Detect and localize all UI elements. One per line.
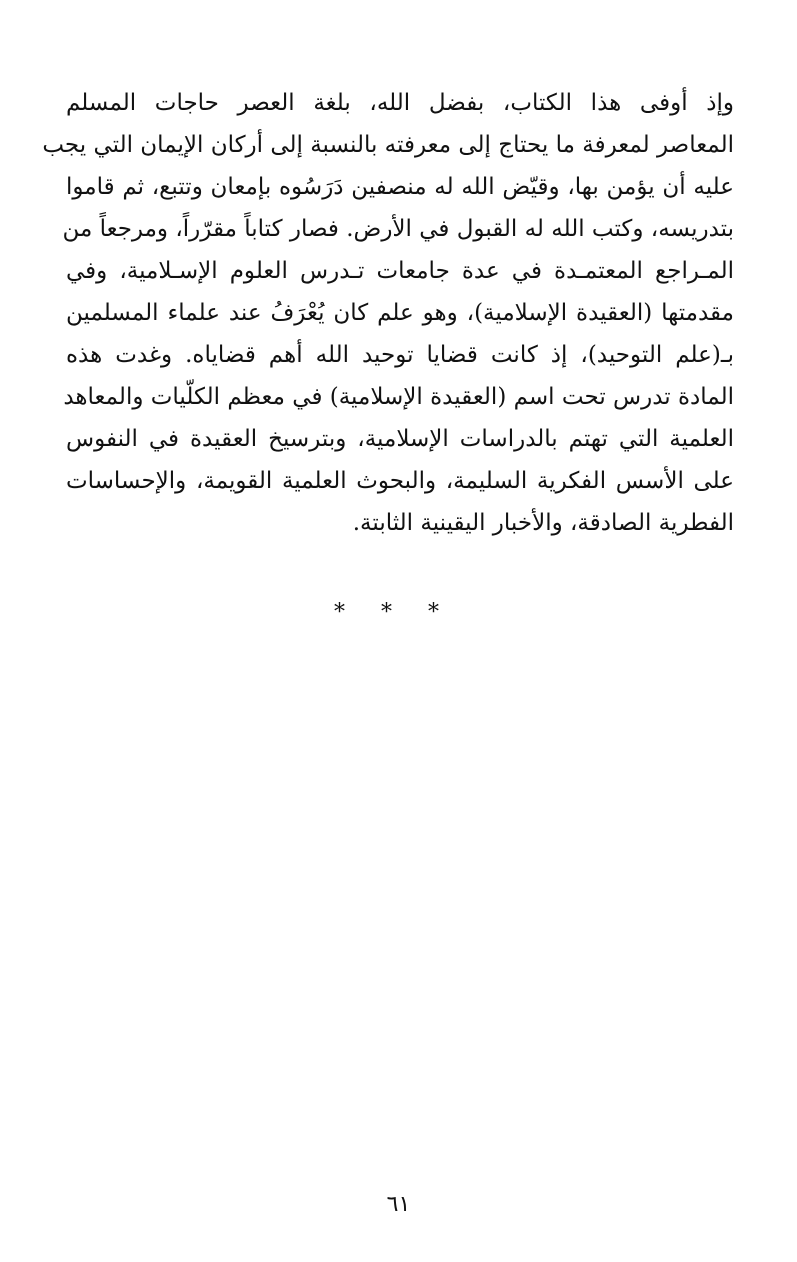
paragraph bbox=[42, 82, 734, 544]
text-line-2: المعاصر لمعرفة ما يحتاج إلى معرفته بالنسبة إلى أركان الإيمان التي يجب bbox=[42, 132, 734, 158]
text-line-9: العلمية التي تهتم بالدراسات الإسلامية، وبترسيخ العقيدة في النفوس bbox=[66, 426, 734, 452]
page-number: ٦١ bbox=[386, 1192, 411, 1217]
text-line-7: بـ(علم التوحيد)، إذ كانت قضايا توحيد الله أهم قضاياه. وغدت هذه bbox=[66, 342, 734, 368]
text-line-4: بتدريسه، وكتب الله له القبول في الأرض. فصار كتاباً مقرّراً، ومرجعاً من bbox=[62, 216, 734, 242]
text-line-1: وإذ أوفى هذا الكتاب، بفضل الله، بلغة العصر حاجات المسلم bbox=[66, 90, 734, 116]
text-line-6: مقدمتها (العقيدة الإسلامية)، وهو علم كان يُعْرَفُ عند علماء المسلمين bbox=[66, 300, 734, 326]
asterisk-1: * bbox=[334, 600, 369, 625]
text-line-3: عليه أن يؤمن بها، وقيّض الله له منصفين دَرَسُوه بإمعان وتتبع، ثم قاموا bbox=[66, 174, 734, 200]
section-separator bbox=[0, 600, 797, 625]
text-line-8: المادة تدرس تحت اسم (العقيدة الإسلامية) في معظم الكلّيات والمعاهد bbox=[63, 384, 734, 410]
asterisk-3: * bbox=[428, 600, 463, 625]
text-line-10: على الأسس الفكرية السليمة، والبحوث العلمية القويمة، والإحساسات bbox=[66, 468, 734, 494]
asterisk-2: * bbox=[381, 600, 416, 625]
text-line-11: الفطرية الصادقة، والأخبار اليقينية الثابتة. bbox=[352, 510, 734, 536]
text-line-5: المـراجع المعتمـدة في عدة جامعات تـدرس العلوم الإسـلامية، وفي bbox=[66, 258, 734, 284]
